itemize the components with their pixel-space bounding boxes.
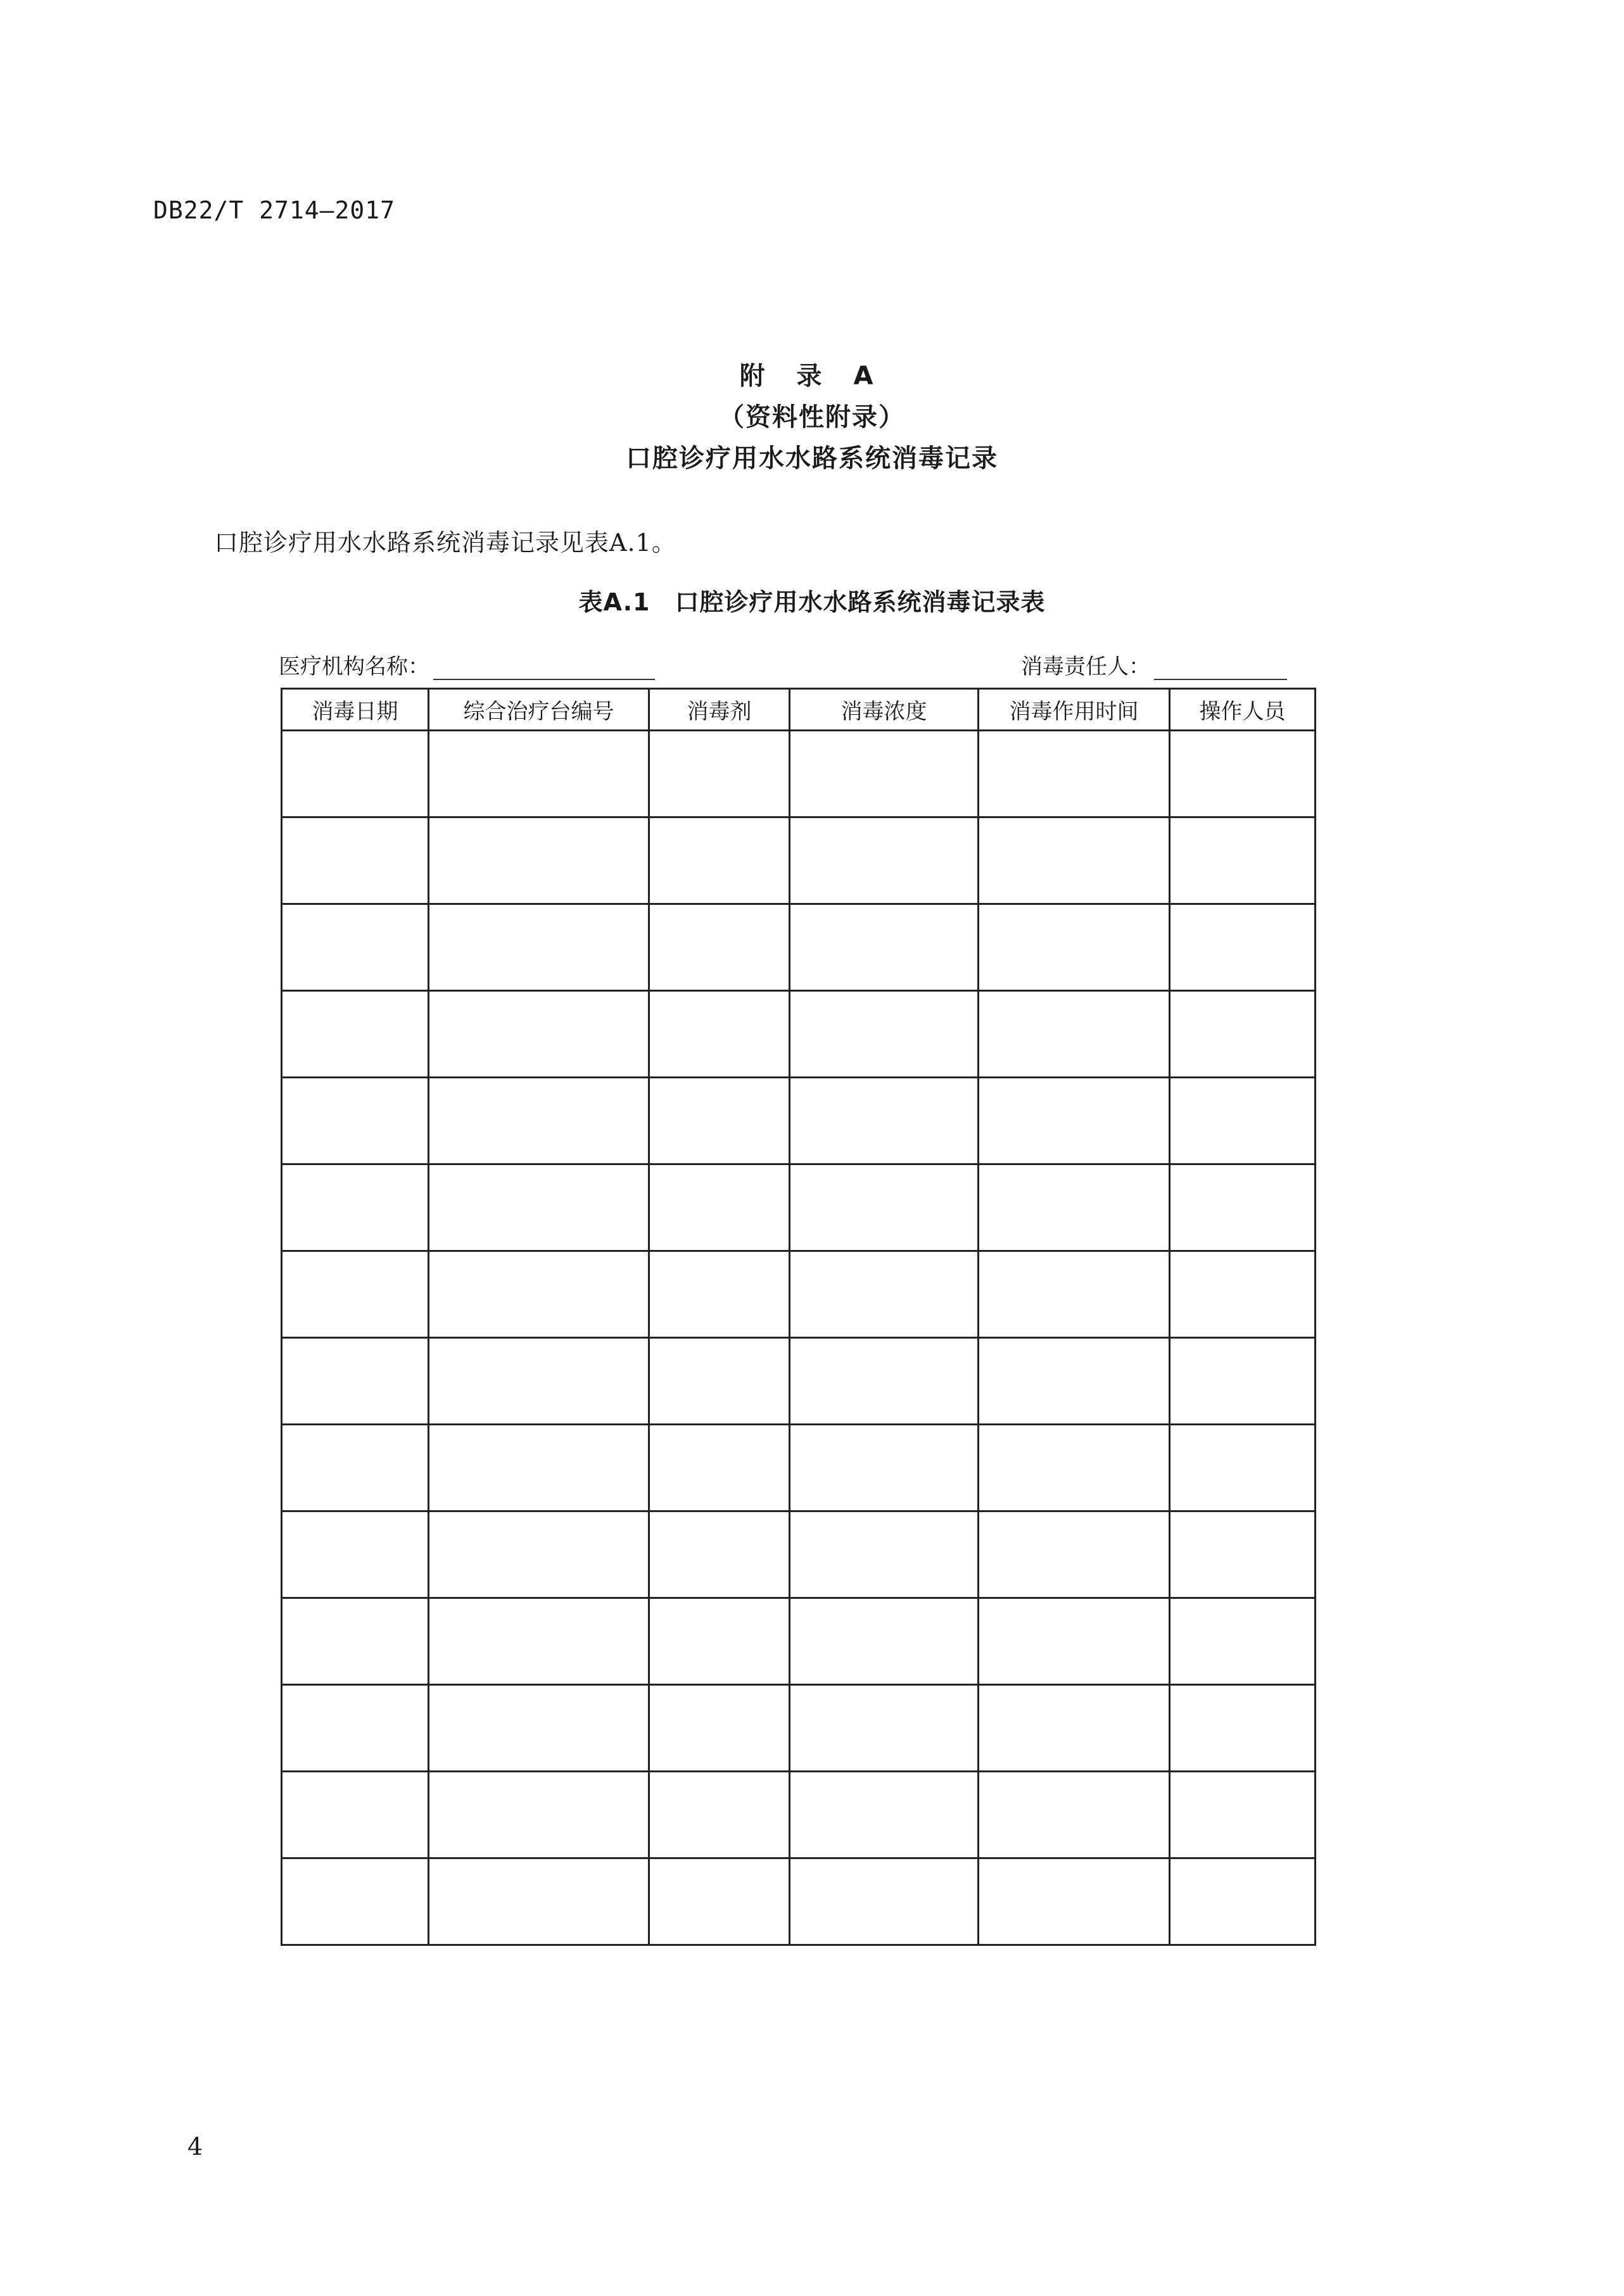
table-cell xyxy=(790,1338,979,1425)
table-cell xyxy=(1170,1598,1316,1685)
table-cell xyxy=(979,1858,1170,1945)
table-cell xyxy=(1170,904,1316,991)
table-cell xyxy=(790,904,979,991)
table-cell xyxy=(649,731,790,817)
table-cell xyxy=(790,1511,979,1598)
table-cell xyxy=(282,1251,429,1338)
table-cell xyxy=(979,1425,1170,1511)
table-row xyxy=(282,817,1316,904)
table-cell xyxy=(649,1164,790,1251)
table-cell xyxy=(282,1078,429,1164)
table-cell xyxy=(282,1338,429,1425)
table-cell xyxy=(429,1772,649,1858)
responsible-field xyxy=(1021,649,1287,680)
org-field xyxy=(279,649,655,680)
table-row xyxy=(282,1511,1316,1598)
column-header-date: 消毒日期 xyxy=(282,689,429,731)
table-cell xyxy=(1170,1685,1316,1772)
table-cell xyxy=(282,1685,429,1772)
table-cell xyxy=(790,1685,979,1772)
table-cell xyxy=(790,1078,979,1164)
table-row xyxy=(282,731,1316,817)
table-cell xyxy=(979,1598,1170,1685)
table-cell xyxy=(282,904,429,991)
table-cell xyxy=(790,1251,979,1338)
responsible-label: 消毒责任人： xyxy=(1021,654,1150,679)
table-cell xyxy=(429,904,649,991)
table-row xyxy=(282,991,1316,1078)
table-row xyxy=(282,1772,1316,1858)
table-row xyxy=(282,1078,1316,1164)
responsible-fill-line xyxy=(1154,657,1287,680)
table-cell xyxy=(649,1078,790,1164)
table-row xyxy=(282,1858,1316,1945)
table-header-row xyxy=(282,689,1316,731)
table-body xyxy=(282,731,1316,1945)
appendix-subtitle: （资料性附录） xyxy=(719,403,905,432)
table-cell xyxy=(429,1164,649,1251)
table-cell xyxy=(1170,1078,1316,1164)
table-cell xyxy=(649,904,790,991)
table-cell xyxy=(282,1164,429,1251)
table-cell xyxy=(429,1511,649,1598)
table-cell xyxy=(790,731,979,817)
table-cell xyxy=(1170,1858,1316,1945)
table-cell xyxy=(790,1164,979,1251)
table-cell xyxy=(1170,1251,1316,1338)
table-cell xyxy=(429,991,649,1078)
table-cell xyxy=(1170,991,1316,1078)
table-cell xyxy=(282,817,429,904)
table-cell xyxy=(979,904,1170,991)
table-cell xyxy=(649,1338,790,1425)
table-cell xyxy=(1170,1164,1316,1251)
table-cell xyxy=(979,1511,1170,1598)
table-cell xyxy=(1170,731,1316,817)
table-cell xyxy=(429,1338,649,1425)
table-row xyxy=(282,1164,1316,1251)
table-row xyxy=(282,904,1316,991)
table-row xyxy=(282,1598,1316,1685)
table-cell xyxy=(790,817,979,904)
table-cell xyxy=(979,1078,1170,1164)
standard-code: DB22/T 2714—2017 xyxy=(153,196,396,224)
org-label: 医疗机构名称： xyxy=(279,654,429,679)
table-cell xyxy=(979,1251,1170,1338)
table-row xyxy=(282,1685,1316,1772)
intro-paragraph: 口腔诊疗用水水路系统消毒记录见表A.1。 xyxy=(214,529,676,557)
disinfection-record-table xyxy=(281,688,1316,1946)
table-cell xyxy=(429,1078,649,1164)
table-cell xyxy=(282,1511,429,1598)
table-cell xyxy=(429,1251,649,1338)
table-cell xyxy=(649,991,790,1078)
table-meta-row xyxy=(279,649,1287,678)
table-cell xyxy=(979,731,1170,817)
table-cell xyxy=(1170,817,1316,904)
table-caption: 表A.1 口腔诊疗用水水路系统消毒记录表 xyxy=(578,588,1046,616)
appendix-title: 附 录 A xyxy=(739,362,885,391)
table-cell xyxy=(282,1425,429,1511)
table-cell xyxy=(649,1251,790,1338)
table-cell xyxy=(1170,1772,1316,1858)
table-cell xyxy=(979,1772,1170,1858)
column-header-disinfectant: 消毒剂 xyxy=(649,689,790,731)
table-cell xyxy=(429,1598,649,1685)
table-cell xyxy=(649,1425,790,1511)
appendix-heading: 口腔诊疗用水水路系统消毒记录 xyxy=(626,444,998,473)
table-cell xyxy=(979,991,1170,1078)
table-cell xyxy=(282,1858,429,1945)
table-cell xyxy=(1170,1511,1316,1598)
table-cell xyxy=(282,1598,429,1685)
table-cell xyxy=(649,1511,790,1598)
table-cell xyxy=(790,1772,979,1858)
table-cell xyxy=(429,1685,649,1772)
table-cell xyxy=(979,1164,1170,1251)
column-header-contact-time: 消毒作用时间 xyxy=(979,689,1170,731)
column-header-concentration: 消毒浓度 xyxy=(790,689,979,731)
table-cell xyxy=(282,1772,429,1858)
table-row xyxy=(282,1251,1316,1338)
table-cell xyxy=(979,1685,1170,1772)
table-cell xyxy=(790,1425,979,1511)
table-cell xyxy=(979,1338,1170,1425)
table-cell xyxy=(649,1772,790,1858)
table-cell xyxy=(429,1858,649,1945)
table-cell xyxy=(649,817,790,904)
table-cell xyxy=(790,991,979,1078)
table-cell xyxy=(429,817,649,904)
table-cell xyxy=(282,731,429,817)
table-cell xyxy=(649,1598,790,1685)
org-fill-line xyxy=(433,657,655,680)
column-header-operator: 操作人员 xyxy=(1170,689,1316,731)
column-header-unit-number: 综合治疗台编号 xyxy=(429,689,649,731)
table-cell xyxy=(282,991,429,1078)
table-cell xyxy=(790,1598,979,1685)
table-cell xyxy=(790,1858,979,1945)
table-cell xyxy=(979,817,1170,904)
table-row xyxy=(282,1338,1316,1425)
table-cell xyxy=(649,1685,790,1772)
table-cell xyxy=(429,731,649,817)
page-number: 4 xyxy=(187,2133,203,2160)
table-cell xyxy=(649,1858,790,1945)
table-cell xyxy=(429,1425,649,1511)
table-cell xyxy=(1170,1425,1316,1511)
table-cell xyxy=(1170,1338,1316,1425)
table-row xyxy=(282,1425,1316,1511)
